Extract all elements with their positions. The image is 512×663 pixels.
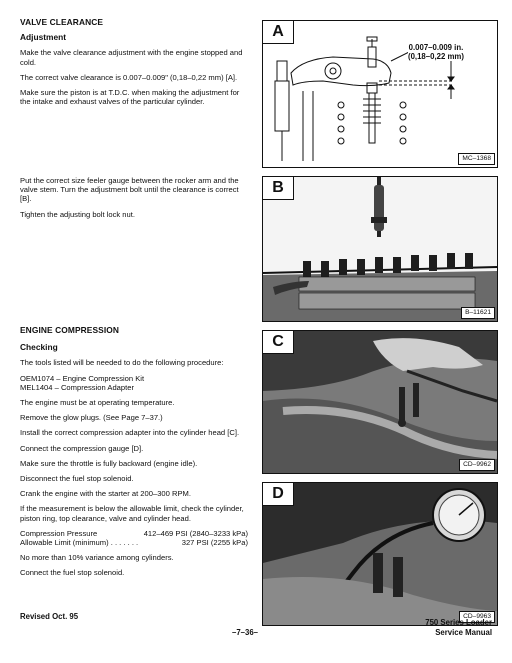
valve-paragraph-4: Put the correct size feeler gauge between the rocker arm and the valve stem. Turn the adjustment bolt until the clearance is correct [B]. [20,176,239,204]
compression-paragraph-10: No more than 10% variance among cylinders. [20,553,174,563]
compression-paragraph-11: Connect the fuel stop solenoid. [20,568,125,578]
compression-paragraph-4: Install the correct compression adapter into the cylinder head [C]. [20,428,240,438]
engine-compression-heading: ENGINE COMPRESSION [20,325,120,335]
clearance-callout [408,43,464,61]
figure-a-letter: A [263,21,294,44]
figure-c-code: CD–9962 [459,459,495,471]
valve-procedure-section [20,176,248,225]
figure-b-code: B–11621 [461,307,495,319]
figure-d-code: CD–9963 [459,611,495,623]
compression-paragraph-5: Connect the compression gauge [D]. [20,443,144,453]
clearance-inches: 0.007–0.009 in. [408,43,464,52]
compression-paragraph-2: The engine must be at operating temperature. [20,398,175,408]
figure-c [262,330,498,474]
footer-product: 750 Series Loader [425,618,492,627]
figure-b-drawing [263,177,497,321]
figure-c-drawing [263,331,497,473]
figure-d-letter: D [263,483,294,506]
valve-clearance-section [20,18,248,112]
footer-revision: Revised Oct. 95 [20,612,79,621]
figure-b [262,176,498,322]
figure-c-letter: C [263,331,294,354]
spec-label: Allowable Limit (minimum) . . . . . . . [20,538,139,548]
footer-title [425,618,492,637]
footer-manual: Service Manual [435,627,492,637]
compression-paragraph-3: Remove the glow plugs. (See Page 7–37.) [20,413,163,423]
figure-d [262,482,498,626]
valve-paragraph-3: Make sure the piston is at T.D.C. when making the adjustment for the intake and exhaust valves of the particular cylinder. [20,88,240,107]
tool-oem1074: OEM1074 – Engine Compression Kit [20,373,145,383]
checking-subheading: Checking [20,342,58,353]
spec-value: 327 PSI (2255 kPa) [181,538,248,548]
spec-label: Compression Pressure [20,528,98,538]
valve-clearance-heading: VALVE CLEARANCE [20,17,104,27]
adjustment-subheading: Adjustment [20,32,67,43]
figure-a [262,20,498,168]
figure-b-letter: B [263,177,294,200]
valve-paragraph-1: Make the valve clearance adjustment with the engine stopped and cold. [20,48,243,67]
spec-allowable-limit [20,538,248,547]
compression-paragraph-8: Crank the engine with the starter at 200–300 RPM. [20,489,191,499]
compression-paragraph-9: If the measurement is below the allowable limit, check the cylinder, piston ring, top clearance, valve and cylinder head. [20,504,244,523]
clearance-mm: (0,18–0,22 mm) [408,52,464,61]
footer-page-number: –7–36– [232,628,259,637]
figure-d-drawing [263,483,497,625]
compression-paragraph-7: Disconnect the fuel stop solenoid. [20,474,134,484]
engine-compression-section [20,326,248,584]
valve-paragraph-5: Tighten the adjusting bolt lock nut. [20,209,135,219]
figure-a-code: MC–1368 [458,153,495,165]
compression-paragraph-1: The tools listed will be needed to do the following procedure: [20,358,224,368]
tool-mel1404: MEL1404 – Compression Adapter [20,382,134,392]
spec-compression-pressure [20,529,248,538]
compression-paragraph-6: Make sure the throttle is fully backward (engine idle). [20,458,198,468]
valve-paragraph-2: The correct valve clearance is 0.007–0.009" (0,18–0,22 mm) [A]. [20,72,238,82]
spec-value: 412–469 PSI (2840–3233 kPa) [143,528,248,538]
